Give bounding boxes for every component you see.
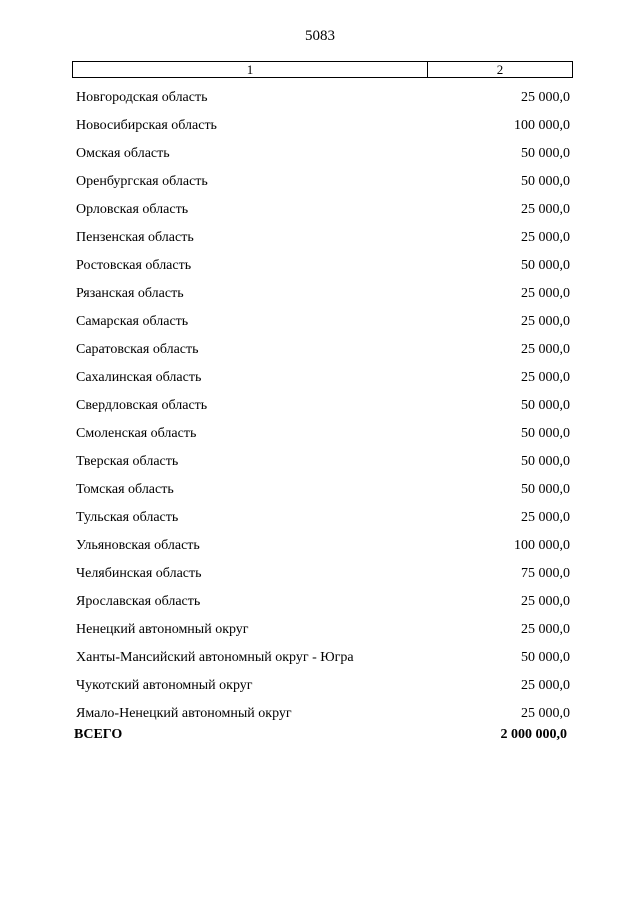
table-row — [76, 504, 570, 532]
table-row — [76, 644, 570, 672]
total-value: 2 000 000,0 — [500, 727, 567, 742]
table-row — [76, 140, 570, 168]
region-name: Саратовская область — [76, 342, 199, 357]
region-name: Сахалинская область — [76, 370, 202, 385]
total-row — [74, 724, 567, 746]
table-header — [72, 61, 573, 78]
table-row — [76, 448, 570, 476]
region-value: 50 000,0 — [521, 174, 570, 189]
region-value: 100 000,0 — [514, 538, 570, 553]
region-value: 25 000,0 — [521, 286, 570, 301]
table-row — [76, 280, 570, 308]
region-value: 50 000,0 — [521, 258, 570, 273]
region-name: Томская область — [76, 482, 174, 497]
table-row — [76, 672, 570, 700]
table-row — [76, 560, 570, 588]
region-name: Ярославская область — [76, 594, 201, 609]
region-name: Пензенская область — [76, 230, 194, 245]
region-value: 25 000,0 — [521, 202, 570, 217]
region-value: 25 000,0 — [521, 678, 570, 693]
region-name: Омская область — [76, 146, 170, 161]
table-row — [76, 588, 570, 616]
header-col-2: 2 — [496, 62, 504, 77]
region-name: Свердловская область — [76, 398, 208, 413]
table-row — [76, 168, 570, 196]
region-name: Ханты-Мансийский автономный округ - Югра — [76, 650, 354, 665]
region-value: 25 000,0 — [521, 594, 570, 609]
region-name: Ростовская область — [76, 258, 192, 273]
table-row — [76, 532, 570, 560]
header-col-1: 1 — [73, 62, 428, 77]
region-name: Ненецкий автономный округ — [76, 622, 249, 637]
region-name: Ульяновская область — [76, 538, 200, 553]
region-name: Тульская область — [76, 510, 179, 525]
table-row — [76, 616, 570, 644]
region-name: Челябинская область — [76, 566, 202, 581]
table-row — [76, 196, 570, 224]
region-name: Оренбургская область — [76, 174, 208, 189]
table-row — [76, 224, 570, 252]
region-name: Ямало-Ненецкий автономный округ — [76, 706, 292, 721]
region-name: Новгородская область — [76, 90, 208, 105]
page-number: 5083 — [305, 28, 335, 44]
table-row — [76, 392, 570, 420]
region-name: Тверская область — [76, 454, 179, 469]
region-value: 25 000,0 — [521, 342, 570, 357]
region-name: Рязанская область — [76, 286, 184, 301]
table-row — [76, 420, 570, 448]
region-name: Самарская область — [76, 314, 189, 329]
region-value: 25 000,0 — [521, 314, 570, 329]
region-value: 25 000,0 — [521, 706, 570, 721]
region-value: 100 000,0 — [514, 118, 570, 133]
region-name: Новосибирская область — [76, 118, 217, 133]
region-value: 50 000,0 — [521, 454, 570, 469]
region-value: 25 000,0 — [521, 370, 570, 385]
region-value: 50 000,0 — [521, 398, 570, 413]
region-name: Смоленская область — [76, 426, 197, 441]
region-value: 25 000,0 — [521, 622, 570, 637]
region-value: 50 000,0 — [521, 146, 570, 161]
table-row — [76, 252, 570, 280]
table-row — [76, 112, 570, 140]
table-body — [76, 84, 570, 728]
region-value: 50 000,0 — [521, 426, 570, 441]
table-row — [76, 364, 570, 392]
table-row — [76, 476, 570, 504]
region-name: Орловская область — [76, 202, 189, 217]
table-row — [76, 336, 570, 364]
region-value: 25 000,0 — [521, 90, 570, 105]
region-name: Чукотский автономный округ — [76, 678, 253, 693]
total-label: ВСЕГО — [74, 727, 123, 742]
region-value: 50 000,0 — [521, 650, 570, 665]
region-value: 25 000,0 — [521, 230, 570, 245]
region-value: 25 000,0 — [521, 510, 570, 525]
table-row — [76, 84, 570, 112]
region-value: 50 000,0 — [521, 482, 570, 497]
table-row — [76, 308, 570, 336]
region-value: 75 000,0 — [521, 566, 570, 581]
